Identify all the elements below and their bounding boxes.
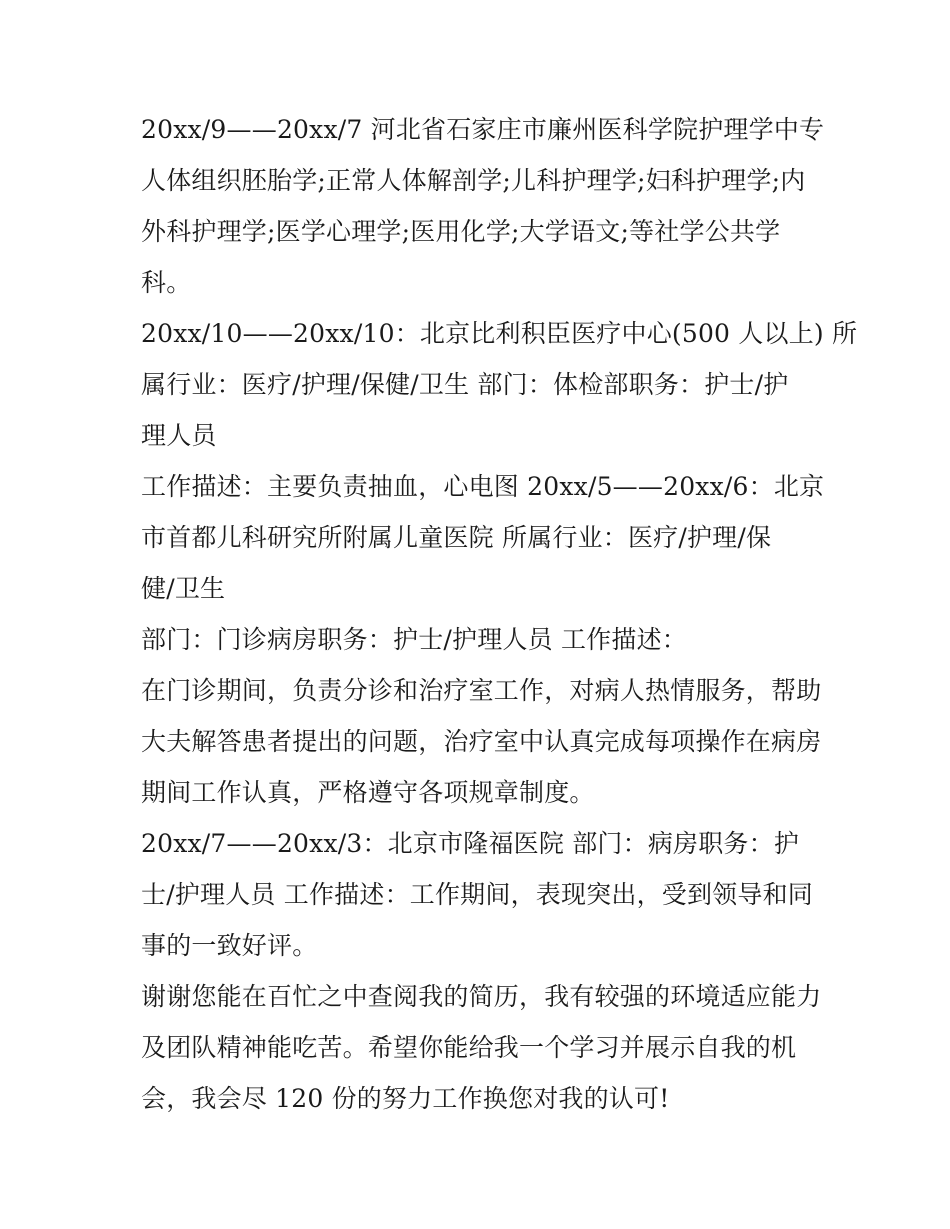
education-line-2: 人体组织胚胎学;正常人体解剖学;儿科护理学;妇科护理学;内 <box>141 166 806 195</box>
experience-2-line-6: 大夫解答患者提出的问题，治疗室中认真完成每项操作在病房 <box>141 727 822 756</box>
experience-2-line-4: 部门：门诊病房职务：护士/护理人员 工作描述： <box>141 625 687 654</box>
education-line-4: 科。 <box>141 268 192 297</box>
experience-2-line-5: 在门诊期间，负责分诊和治疗室工作，对病人热情服务，帮助 <box>141 676 822 705</box>
closing-line-1: 谢谢您能在百忙之中查阅我的简历，我有较强的环境适应能力 <box>141 982 822 1011</box>
closing-line-3: 会，我会尽 120 份的努力工作换您对我的认可! <box>141 1084 670 1113</box>
experience-1-line-3: 理人员 <box>141 421 217 450</box>
experience-3-line-3: 事的一致好评。 <box>141 931 318 960</box>
resume-text-block <box>141 104 858 1124</box>
closing-line-2: 及团队精神能吃苦。希望你能给我一个学习并展示自我的机 <box>141 1033 797 1062</box>
experience-2-line-1: 工作描述：主要负责抽血，心电图 20xx/5——20xx/6：北京 <box>141 472 825 501</box>
experience-3-line-2: 士/护理人员 工作描述：工作期间，表现突出，受到领导和同 <box>141 880 813 909</box>
experience-2-line-7: 期间工作认真，严格遵守各项规章制度。 <box>141 778 595 807</box>
experience-2-line-2: 市首都儿科研究所附属儿童医院 所属行业：医疗/护理/保 <box>141 523 772 552</box>
experience-1-line-2: 属行业：医疗/护理/保健/卫生 部门：体检部职务：护士/护 <box>141 370 789 399</box>
education-line-3: 外科护理学;医学心理学;医用化学;大学语文;等社学公共学 <box>141 217 781 246</box>
experience-2-line-3: 健/卫生 <box>141 574 226 603</box>
experience-3-line-1: 20xx/7——20xx/3：北京市隆福医院 部门：病房职务：护 <box>141 829 800 858</box>
experience-1-line-1: 20xx/10——20xx/10：北京比利积臣医疗中心(500 人以上) 所 <box>141 319 858 348</box>
education-line-1: 20xx/9——20xx/7 河北省石家庄市廉州医科学院护理学中专 <box>141 115 825 144</box>
